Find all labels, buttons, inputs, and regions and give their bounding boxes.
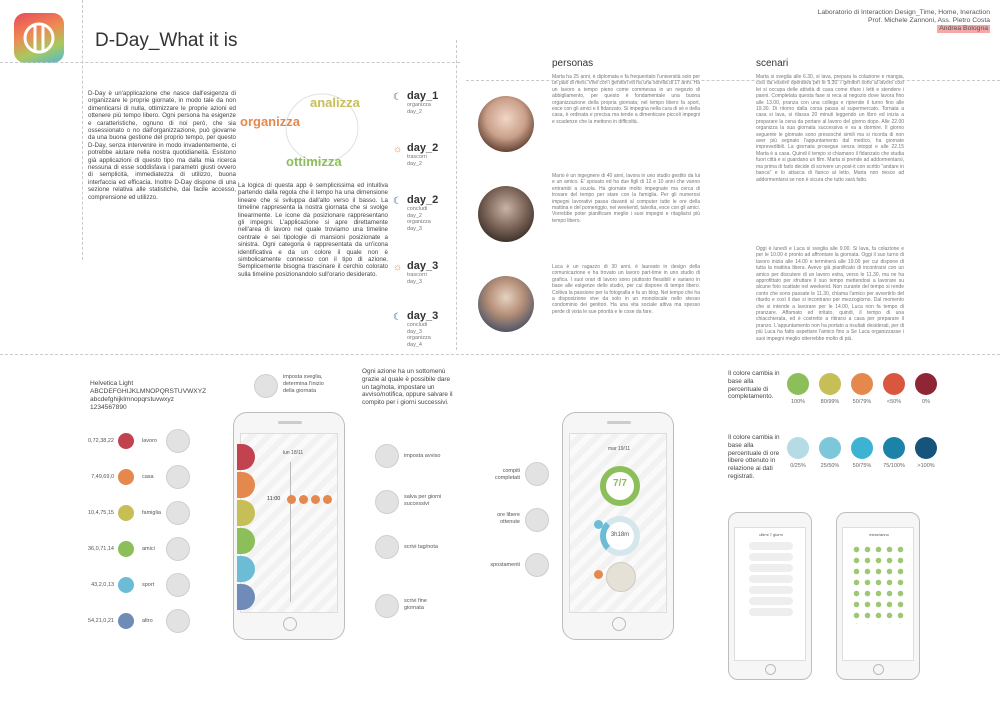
home-button[interactable]: [612, 617, 626, 631]
legend-swatch: [819, 373, 841, 395]
logo-d-icon: [14, 13, 64, 63]
category-color-dot: [118, 613, 134, 629]
wake-annotation: imposta sveglia, determina l'inizio della giornata: [283, 374, 324, 394]
legend-swatch: [819, 437, 841, 459]
professors: Prof. Michele Zannoni, Ass. Pietro Costa: [867, 17, 990, 24]
phone-screen: [569, 433, 667, 613]
check-icon: [525, 462, 549, 486]
persona-text: Mario è un ingegnere di 40 anni, lavora in uno studio gestito da lui e un amico. E' sposato ed ha due figli di 12 e 10 anni che vanno entrambi a scuola. Ha giornate molto impegnate ma cerca di trovare del tempo per stare con la famiglia. Per gli numerosi impegni lavorativi passa davanti al computer tutte le ore della mattina e del pomeriggio, nei weekend, talvolta, esce con gli amici. Vorrebbe poter pianificare meglio i suoi impegni e ritagliarsi più tempo libero.: [552, 173, 700, 224]
phone-mockup-workspace: [233, 412, 345, 640]
phone-speaker: [607, 421, 631, 424]
phone-screen: [240, 433, 338, 613]
submenu-annotation: Ogni azione ha un sottomenù grazie al quale è possibile dare un tag/nota, impostare un avviso/notifica, oppure salvare il compito per i giorni successivi.: [362, 368, 453, 407]
logic-text: La logica di questa app è semplicissima ed intuitiva partendo dalla regola che il tempo ha una dimensione lineare che si sviluppa dall'alto verso il basso. La timeline rappresenta la nostra giornata che si svolge linearmente. Le icone da posizionare rappresentano gli impegni. L'applicazione si apre direttamente nell'area di lavoro nel quale troviamo una timeline centrale e sei tipologie di mansioni posizionate a sinistra. Ogni categoria è rappresentata da un'icona identificativa e da un colore il quale non è simbolicamente connesso con il tipo di azione. Semplicemente bisogna trascinare il cerchio colorato sulla timeline posizionandolo sull'orario desiderato.: [238, 182, 388, 278]
moon-icon: ☾: [393, 312, 402, 323]
category-color-dot: [118, 541, 134, 557]
intro-text: D-Day è un'applicazione che nasce dall'esigenza di organizzare le proprie giornate, in modo tale da non dimenticarsi di nulla, ottimizzare le proprie azioni ed ottenere più tempo libero. Ogni persona ha esigenze e caratteristiche, ognuno di noi però, che sia ossessionato o no dall'organizzazione, può giovarne da una buona gestione del proprio tempo, per questo D-Day, senza intervenire in modo invadentemente, ci potrebbe aiutare nella nostra quotidianeità. Esistono già applicazioni di questo tipo ma dalla mia ricerca nessuna di esse soddisfava i parametri giusti ovvero di semplicità, immediatezza di utilizzo, buona interfaccia ed efficacia. Inoltre D-Day dispone di una sezione relativa alle statistiche, dai facile accesso, comprensione ed utilizzo.: [88, 90, 236, 201]
legend-swatch: [883, 373, 905, 395]
category-color-dot: [118, 505, 134, 521]
category-color-dot: [118, 469, 134, 485]
category-tab[interactable]: [237, 472, 255, 498]
handshake-icon: [166, 537, 190, 561]
week-list: [749, 542, 793, 619]
moon-icon[interactable]: [375, 594, 399, 618]
time-label: 11:00: [267, 496, 281, 502]
home-button[interactable]: [283, 617, 297, 631]
category-color-dot: [118, 577, 134, 593]
stat-dot: [594, 570, 603, 579]
date-label: mar 19/11: [608, 446, 631, 452]
persona-avatar: [478, 96, 534, 152]
screen-title: ultimi 7 giorni: [759, 532, 783, 537]
alarm-icon: [254, 374, 278, 398]
completed-value: 7/7: [613, 478, 627, 489]
category-color-dot: [118, 433, 134, 449]
category-row: 0,72,38,22 lavoro: [80, 428, 195, 456]
phone-screen: [842, 527, 914, 661]
task-dot[interactable]: [323, 495, 332, 504]
app-logo: [14, 13, 64, 63]
family-icon: [166, 501, 190, 525]
stat-dot: [594, 520, 603, 529]
phone-mockup-week: [728, 512, 812, 680]
freetime-value: 3h18m: [610, 532, 630, 538]
category-row: 7,49,69,0 casa: [80, 464, 195, 492]
clock-icon: [525, 508, 549, 532]
phone-screen: [734, 527, 806, 661]
category-tab[interactable]: [237, 528, 255, 554]
category-tab[interactable]: [237, 584, 255, 610]
phone-mockup-month: [836, 512, 920, 680]
date-label: lun 18/11: [283, 450, 304, 456]
month-grid: [851, 544, 907, 624]
lab-name: Laboratorio di Interaction Design_Time, Home, Ineraction: [817, 9, 990, 16]
category-row: 36,0,71,14 amici: [80, 536, 195, 564]
pin-icon: [525, 553, 549, 577]
persona-avatar: [478, 186, 534, 242]
category-row: 10,4,75,15 famiglia: [80, 500, 195, 528]
cycle-analizza: analizza: [310, 95, 360, 110]
moon-icon: ☾: [393, 196, 402, 207]
font-digits: 1234567890: [90, 404, 127, 411]
persona-text: Luca è un ragazzo di 30 anni, è laureato in design della comunicazione e ha trovato un lavoro part-time in uno studio di grafica. I suoi orari di lavoro sono piuttosto flessibili e variano in base alle esigenze dello studio, per cui dispone di tempo libero. Coltiva la passione per la fotografia e fa un blog. Nel tempo che ha a disposizione vive da solo in un monolocale nello stesso condominio dei genitori. Ha una vita sociale attiva ma spesso perde di vista le sue priorità e le cose da fare.: [552, 264, 700, 315]
pencil-icon[interactable]: [375, 535, 399, 559]
scenari-heading: scenari: [756, 58, 789, 69]
page-title: D-Day_What it is: [95, 30, 238, 51]
cycle-diagram: [240, 88, 382, 169]
legend-swatch: [787, 373, 809, 395]
personas-heading: personas: [552, 58, 594, 69]
category-row: 43,2,0,13 sport: [80, 572, 195, 600]
author: Andrea Bologna: [939, 25, 988, 32]
cycle-organizza: organizza: [240, 114, 300, 129]
house-icon: [166, 465, 190, 489]
legend-swatch: [851, 373, 873, 395]
persona-avatar: [478, 276, 534, 332]
legend-completion-text: Il colore cambia in base alla percentuale di completamento.: [728, 370, 780, 401]
bell-icon[interactable]: [375, 444, 399, 468]
legend-swatch: [787, 437, 809, 459]
legend-swatch: [883, 437, 905, 459]
category-tab[interactable]: [237, 444, 255, 470]
legend-swatch: [915, 373, 937, 395]
legend-freetime-text: Il colore cambia in base alla percentuale di ore libere ottenuto in relazione ai dati registrati.: [728, 434, 780, 480]
phone-mockup-stats: [562, 412, 674, 640]
calendar-icon[interactable]: [375, 490, 399, 514]
note-icon: [166, 609, 190, 633]
font-name: Helvetica Light: [90, 380, 134, 387]
task-dot[interactable]: [299, 495, 308, 504]
home-button[interactable]: [873, 664, 884, 675]
task-dot[interactable]: [311, 495, 320, 504]
font-lower: abcdefghijklmnopqrstuvwxyz: [90, 396, 174, 403]
home-button[interactable]: [765, 664, 776, 675]
map-thumb: [606, 562, 636, 592]
moon-icon: ☾: [393, 92, 402, 103]
persona-text: Marta ha 25 anni, è diplomata e fa frequentato l'università solo per un paio di mesi. Vive con i genitori ed ha una sorella di 17 anni. Ha un lavoro a tempo pieno come commessa in un negozio di abbigliamento, per questo è fondamentale una buona organizzazione della propria giornata; nel tempo libero fa sport, esce con gli amici e il fidanzato. Si impegna nella cura di sé e della casa, è ordinata e precisa ma tende a dimenticare piccoli impegni e scadenze che la mettono in difficoltà.: [552, 74, 700, 125]
task-dot[interactable]: [287, 495, 296, 504]
cycle-ottimizza: ottimizza: [286, 154, 342, 169]
ball-icon: [166, 573, 190, 597]
scenario-text: Oggi è lunedì e Luca si sveglia alle 9.00. Si lava, fa colazione e per le 10.00 è pronto ad affrontare la giornata. Oggi il suo turno di lavoro inizia alle 14.00 e terminerà alle 19.00 per cui dispone di tutta la mattina libera. Avevo già pianificato di incontrarsi con un amico per discutere di un lavoro extra, verso le 11.30, ma ne ha approfittato per sfruttare il suo tempo mettendosi a lavorare su alcune foto scattate nel weekend. Non curante del tempo si rende conto che sono passate le 11.30, chiama l'amico per avvertirlo del ritardo e così il due si incontrano per mezzogiorno. Dal momento che si intende a lavorare per le 14.00, Luca non fa tempo di pranzare. Affamato ed irritato, quindi, il tempo di una chiacchierata, ed è costretto a ritirarsi a casa per preparare il pranzo. L'appuntamento non ha portato a risultati desiderati, per di più Luca ha fatto aspettare l'amico fino a Se Luca organizzasse i suoi impegni meglio otterrebbe molto di più.: [756, 246, 904, 342]
category-row: 54,21,0,21 altro: [80, 608, 195, 636]
scenario-text: Marta si sveglia alle 6.30, si lava, prepara la colazione e mangia, così da essere operativa per le 9.30. I genitori sono al lavoro così lei si occupa delle attività di casa come rifare i letti e stendere i panni. Completata questa fase si reca al negozio dove lavora fino alle 13.00, pranza con una collega e riprende il turno fino alle 19.30. Di ritorno dalla corsa passa al supermercato. Tornata a casa si lava, si rilassa 20 minuti leggendo un libro ed inizia a preparare la cena da portare al lavoro del giorno dopo. Alle 22.00 organizza la sua giornata successiva e va a dormire. Il giorno seguente le giornate sono pressoché simili ma si ricorda di non aver più segnato l'appuntamento dal medico, ha giornate imprevedibili. La giornata prosegue senza intoppi e alle 22.15 Marta è a casa. Quindi il tempo si chiamano il fidanzato che studia fuori città e si guardano un film. Marta si prende ad addormentarsi, ma prima di farlo decide di scrivere un post-it con scritto "andare in banca" e lo attacca di fianco al letto. Marta non riesce ad addormentarsi se non è sicura che tutto sarà fatto.: [756, 74, 904, 183]
category-list: [80, 428, 195, 638]
timeline-line: [290, 462, 291, 602]
legend-swatch: [915, 437, 937, 459]
phone-speaker: [278, 421, 302, 424]
sun-icon: ☼: [393, 144, 403, 155]
sun-icon: ☼: [393, 262, 403, 273]
category-tab[interactable]: [237, 500, 255, 526]
legend-swatch: [851, 437, 873, 459]
screen-title: mese/anno: [869, 532, 889, 537]
hammer-icon: [166, 429, 190, 453]
category-tab[interactable]: [237, 556, 255, 582]
font-upper: ABCDEFGHIJKLMNOPQRSTUVWXYZ: [90, 388, 207, 395]
